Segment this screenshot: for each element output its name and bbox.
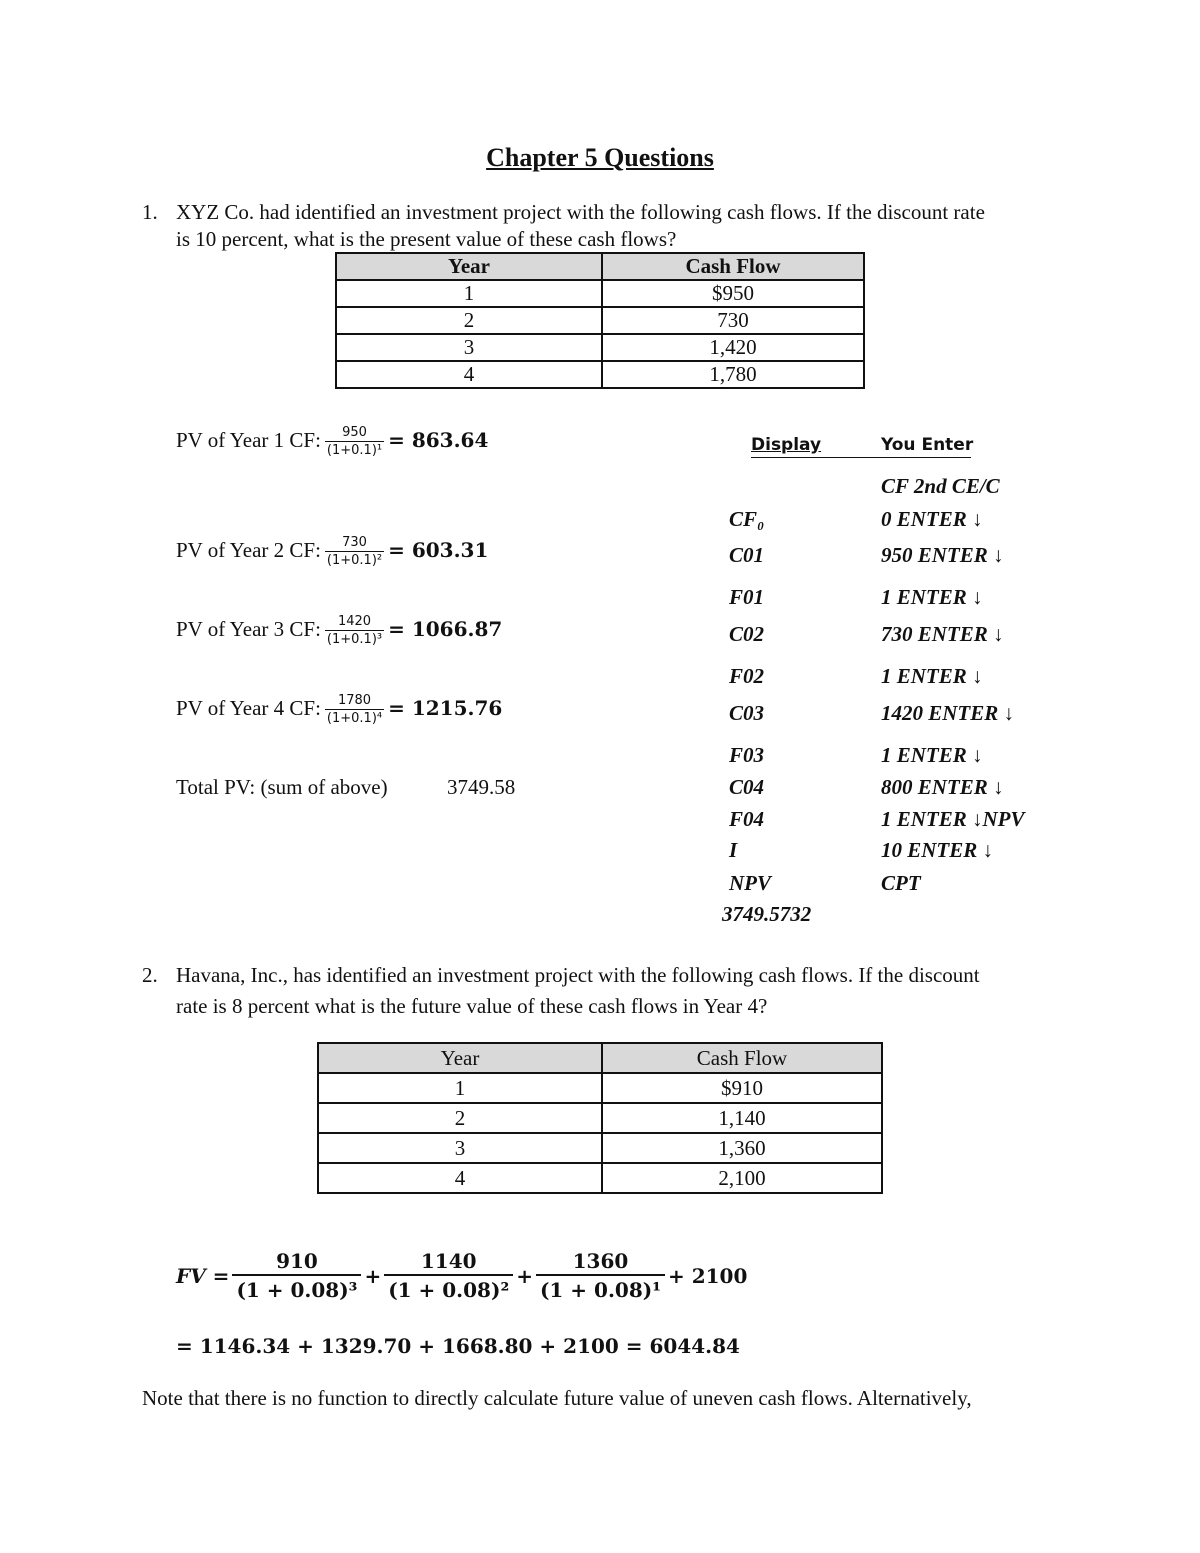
fraction-numerator: 730 [342,535,367,550]
calc-keystroke: 800 ENTER ↓ [881,775,1004,799]
page-title: Chapter 5 Questions [486,143,714,172]
fraction-denominator: (1 + 0.08)² [384,1274,513,1304]
table-cell: 1,360 [602,1133,882,1163]
question-2-text-line-2: rate is 8 percent what is the future value of these cash flows in Year 4? [176,994,768,1018]
pv-result: = 863.64 [388,427,489,452]
fraction-numerator: 1420 [337,614,372,629]
calc-keystroke: 730 ENTER ↓ [881,622,1004,646]
pv-label: PV of Year 3 CF: [176,616,321,641]
pv-fraction [325,535,384,569]
calc-display: C04 [729,775,765,799]
q1-cash-flow-table [335,252,865,389]
calc-npv-result: 3749.5732 [722,902,812,926]
table-cell: 1,780 [602,361,864,388]
table-cell: 1 [318,1073,602,1103]
table-cell: $950 [602,280,864,307]
calc-display: C03 [729,701,765,725]
fraction-denominator: (1 + 0.08)³ [232,1274,361,1304]
calc-display: C02 [729,622,765,646]
calc-keystroke: 1420 ENTER ↓ [881,701,1015,725]
fraction-numerator: 950 [342,425,367,440]
calc-keystroke: 1 ENTER ↓ [881,585,983,609]
calc-display: F03 [729,743,765,767]
fv-term-fraction [232,1248,361,1304]
fraction-numerator: 910 [276,1249,318,1273]
calc-header-underline [751,457,971,458]
table-cell: $910 [602,1073,882,1103]
pv-result: = 1066.87 [388,616,503,641]
q2-cash-flow-table [317,1042,883,1194]
table-cell: 730 [602,307,864,334]
fraction-numerator: 1360 [572,1249,629,1273]
calc-keystroke: CPT [881,871,921,895]
fraction-numerator: 1140 [420,1249,477,1273]
calc-keystroke: 1 ENTER ↓NPV [881,807,1025,831]
calc-display: F01 [729,585,765,609]
fraction-numerator: 1780 [337,693,372,708]
table-cell: 2,100 [602,1163,882,1193]
pv-year-1-line [176,425,488,459]
table-row [318,1073,882,1103]
table-cell: 3 [336,334,602,361]
column-header-cash-flow: Cash Flow [602,253,864,280]
calc-keystroke: 0 ENTER ↓ [881,507,983,531]
pv-fraction [325,614,384,648]
calc-display: CF₀ [729,507,765,531]
table-header-row [318,1043,882,1073]
table-row [318,1133,882,1163]
table-cell: 1,420 [602,334,864,361]
fv-term-fraction [384,1248,513,1304]
calc-keystroke: 950 ENTER ↓ [881,543,1004,567]
table-cell: 4 [318,1163,602,1193]
question-2-text-line-1: Havana, Inc., has identified an investment project with the following cash flows. If the discount [176,963,980,987]
table-row [318,1163,882,1193]
table-row [336,361,864,388]
table-cell: 4 [336,361,602,388]
pv-label: PV of Year 1 CF: [176,427,321,452]
fraction-denominator: (1+0.1)¹ [326,443,383,458]
pv-year-4-line [176,693,502,727]
table-cell: 3 [318,1133,602,1163]
column-header-cash-flow: Cash Flow [602,1043,882,1073]
question-1-number: 1. [142,200,158,224]
calc-display: F02 [729,664,765,688]
calc-enter-header: You Enter [881,435,974,455]
calc-first-keystroke: CF 2nd CE/C [881,474,1000,498]
total-pv-label: Total PV: (sum of above) [176,775,388,799]
pv-year-3-line [176,614,502,648]
fv-label: FV = [176,1264,230,1288]
fraction-denominator: (1+0.1)² [326,553,383,568]
calc-keystroke: 1 ENTER ↓ [881,664,983,688]
column-header-year: Year [336,253,602,280]
pv-label: PV of Year 4 CF: [176,695,321,720]
question-2-number: 2. [142,963,158,987]
calc-display: F04 [729,807,765,831]
pv-result: = 603.31 [388,537,489,562]
table-row [336,280,864,307]
calc-display: NPV [729,871,771,895]
plus-sign: + [516,1264,533,1288]
fv-term-fraction [536,1248,665,1304]
question-1-text-line-2: is 10 percent, what is the present value of these cash flows? [176,227,677,251]
fraction-denominator: (1+0.1)³ [326,632,383,647]
calc-keystroke: 1 ENTER ↓ [881,743,983,767]
table-row [336,334,864,361]
table-cell: 1,140 [602,1103,882,1133]
pv-fraction [325,693,384,727]
fv-formula [176,1248,747,1304]
table-header-row [336,253,864,280]
table-row [336,307,864,334]
plus-sign: + [364,1264,382,1288]
calc-keystroke: 10 ENTER ↓ [881,838,994,862]
note-text: Note that there is no function to directly calculate future value of uneven cash flows. Alternatively, [142,1386,972,1410]
pv-year-2-line [176,535,488,569]
fraction-denominator: (1+0.1)⁴ [326,711,383,726]
fv-result: = 1146.34 + 1329.70 + 1668.80 + 2100 = 6044.84 [176,1334,740,1358]
calc-display-header: Display [751,435,822,455]
table-cell: 2 [336,307,602,334]
table-cell: 2 [318,1103,602,1133]
calc-display: I [729,838,738,862]
pv-label: PV of Year 2 CF: [176,537,321,562]
column-header-year: Year [318,1043,602,1073]
table-cell: 1 [336,280,602,307]
calc-display: C01 [729,543,765,567]
pv-fraction [325,425,384,459]
question-1-text-line-1: XYZ Co. had identified an investment project with the following cash flows. If the discount rate [176,200,985,224]
fraction-denominator: (1 + 0.08)¹ [536,1274,665,1304]
fv-last-term: + 2100 [667,1264,748,1288]
table-row [318,1103,882,1133]
total-pv-value: 3749.58 [447,775,516,799]
pv-result: = 1215.76 [388,695,503,720]
